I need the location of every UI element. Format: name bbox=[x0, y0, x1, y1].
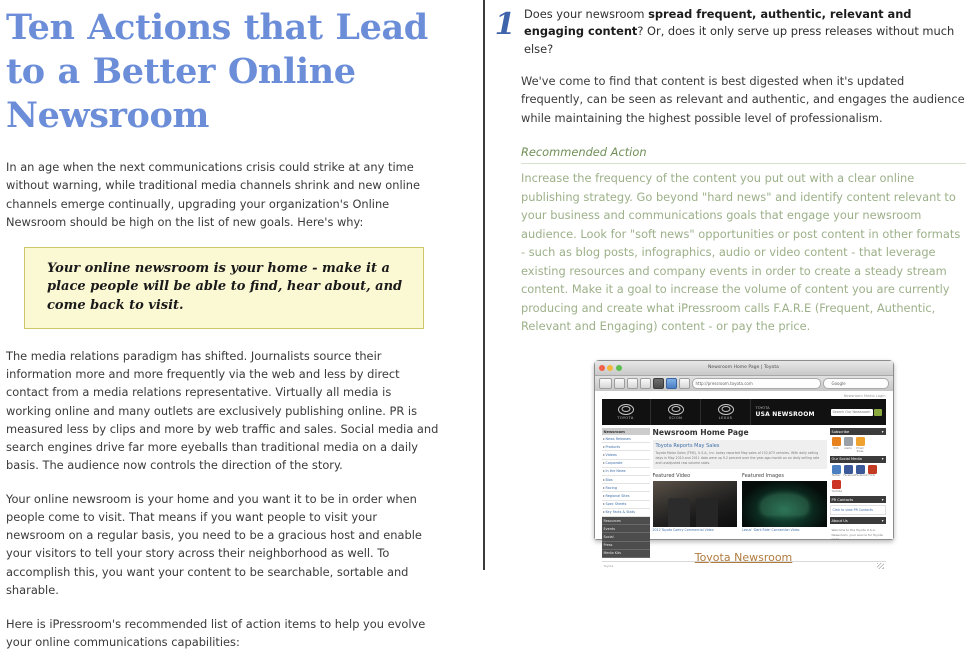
pull-quote-text: Your online newsroom is your home - make it a place people will be able to find, hear about, and come back to visit. bbox=[47, 260, 403, 313]
left-column bbox=[0, 0, 483, 649]
browser-toolbar bbox=[595, 376, 893, 392]
site-body bbox=[602, 428, 886, 558]
action-item-answer: We've come to find that content is best digested when it's updated frequently, can be seen as relevant and authentic, and engages the audience while maintaining the highest possible level of professionalism. bbox=[521, 73, 965, 125]
pr-contacts-link[interactable]: Click to view PR Contacts bbox=[830, 505, 886, 515]
bookmarks-button[interactable] bbox=[653, 378, 664, 389]
rss-icon[interactable] bbox=[832, 437, 841, 453]
site-search-go-button[interactable] bbox=[874, 409, 882, 416]
subscribe-icons bbox=[830, 437, 886, 456]
home-button[interactable] bbox=[640, 378, 651, 389]
toyota-logo-icon bbox=[618, 404, 634, 415]
icon-label: Alerts bbox=[844, 446, 852, 450]
featured-image-caption[interactable]: Lexus' 'Dark Ride' Connection Video bbox=[742, 528, 800, 532]
nav-item[interactable]: In the News bbox=[602, 468, 650, 476]
featured-images-title: Featured Images bbox=[742, 472, 784, 479]
icon-label: Facebook bbox=[855, 474, 868, 478]
site-top-links[interactable]: Newsroom Media Login bbox=[843, 393, 886, 398]
article-title[interactable]: Toyota Reports May Sales bbox=[655, 443, 720, 450]
page-title: Ten Actions that Lead to a Better Online Newsroom bbox=[6, 7, 428, 137]
nav-item[interactable]: News Releases bbox=[602, 435, 650, 443]
site-main-content bbox=[653, 428, 827, 558]
paragraph-media-relations: The media relations paradigm has shifted. Journalists source their information more and more frequently via the web and less by direct contact from a media relations representative. Virtually all media is working online and many outlets are exclusively publishing online. PR is measured less by clips and more by web traffic and sales. Social media and search engines drive far more eyeballs than traditional media on a daily basis. The audience now controls the direction of the story. bbox=[6, 349, 439, 472]
site-sidebar-nav bbox=[602, 428, 650, 558]
nav-item[interactable]: Videos bbox=[602, 451, 650, 459]
nav-dark-item[interactable]: Resources bbox=[602, 517, 650, 525]
nav-item[interactable]: Spec Sheets bbox=[602, 501, 650, 509]
lexus-logo-icon bbox=[718, 404, 734, 415]
featured-images-block bbox=[742, 473, 827, 533]
brand-lexus[interactable] bbox=[702, 399, 751, 425]
recommended-action-label: Recommended Action bbox=[521, 145, 647, 160]
action-item-question bbox=[521, 6, 966, 58]
featured-video-block bbox=[653, 473, 738, 533]
pull-quote-callout bbox=[24, 247, 424, 329]
site-brand-small: TOYOTA bbox=[755, 405, 770, 410]
aside-social-heading bbox=[830, 456, 886, 463]
paragraph-newsroom-home: Your online newsroom is your home and you want it to be in order when people come to visit. That means if you want people to visit your newsroom on a regular basis, you need to be a gracious host and enable your visitors to tell your story across their neighborhood as well. To accomplish this, you want your content to be searchable, sortable and sharable. bbox=[6, 492, 422, 597]
back-button[interactable] bbox=[599, 378, 612, 389]
site-header bbox=[602, 399, 886, 425]
paragraph-recommended-list-intro: Here is iPressroom's recommended list of action items to help you evolve your online communications capabilities: bbox=[6, 616, 426, 649]
twitter-glyph bbox=[832, 465, 841, 474]
browser-window-title: Newsroom Home Page | Toyota bbox=[708, 365, 779, 371]
nav-item[interactable]: Key Facts & Stats bbox=[602, 509, 650, 517]
facebook-alt-icon[interactable] bbox=[855, 465, 868, 478]
nav-item[interactable]: Regional Sites bbox=[602, 492, 650, 500]
social-icons bbox=[830, 465, 886, 496]
brand-label: LEXUS bbox=[718, 416, 733, 421]
address-bar[interactable]: http://pressroom.toyota.com bbox=[692, 378, 821, 389]
icon-label: RSS bbox=[833, 446, 839, 450]
question-lead: Does your newsroom bbox=[524, 7, 649, 21]
featured-article[interactable] bbox=[653, 440, 827, 468]
question-tail: ? Or, does it only serve up press releases without much else? bbox=[524, 24, 955, 56]
youtube-icon[interactable] bbox=[832, 480, 841, 493]
scion-logo-icon bbox=[668, 404, 684, 415]
intro-paragraph: In an age when the next communications crisis could strike at any time without warning, while traditional media channels shrink and new online channels emerge continually, upgrading your organization's Online Newsroom should be high on the list of new goals. Here's why: bbox=[6, 160, 421, 229]
forward-button[interactable] bbox=[614, 378, 625, 389]
aside-subscribe-heading bbox=[830, 428, 886, 435]
footer-label: Toyota bbox=[603, 563, 614, 568]
featured-video-title: Featured Video bbox=[652, 472, 691, 479]
facebook-alt-glyph bbox=[856, 465, 865, 474]
featured-image-thumbnail[interactable] bbox=[742, 481, 827, 527]
resize-grip-icon[interactable] bbox=[877, 563, 884, 569]
chevron-down-icon[interactable]: ▾ bbox=[881, 457, 884, 462]
site-search[interactable] bbox=[831, 409, 882, 416]
aside-heading-label: Subscribe bbox=[831, 429, 850, 434]
flickr-glyph bbox=[868, 465, 877, 474]
search-input[interactable]: Google bbox=[823, 378, 889, 389]
chevron-down-icon[interactable]: ▾ bbox=[881, 497, 884, 502]
alerts-icon[interactable] bbox=[844, 437, 853, 453]
article-body: Toyota Motor Sales (TMS), U.S.A., Inc. today reported May sales of 152,673 vehicles. With daily selling days in May 2010 and 2011 data were up 9.2 percent over the year-ago month on an daily selling rate and unadjusted raw volume sales. bbox=[655, 451, 820, 465]
nav-item[interactable]: Corporate bbox=[602, 460, 650, 468]
alerts-glyph bbox=[844, 437, 853, 446]
action-item-number: 1 bbox=[494, 7, 516, 42]
nav-heading: Newsroom bbox=[602, 428, 650, 435]
featured-video-caption[interactable]: 2012 Toyota Camry Commercial Video bbox=[652, 528, 714, 532]
figure-browser-screenshot bbox=[594, 360, 894, 568]
chevron-down-icon[interactable]: ▾ bbox=[881, 429, 884, 434]
site-title-block bbox=[752, 399, 886, 425]
action-item-1 bbox=[494, 6, 966, 58]
icon-label: Email Press bbox=[856, 446, 864, 453]
nav-item[interactable]: Products bbox=[602, 443, 650, 451]
nav-dark-item[interactable]: Media Kits bbox=[602, 550, 650, 558]
nav-item[interactable]: Bios bbox=[602, 476, 650, 484]
email-glyph bbox=[856, 437, 865, 446]
reader-button[interactable] bbox=[666, 378, 677, 389]
aside-contacts-heading bbox=[830, 496, 886, 503]
recommended-action-rule bbox=[521, 163, 966, 164]
facebook-glyph bbox=[844, 465, 853, 474]
site-footer bbox=[602, 561, 886, 570]
site-main-heading: Newsroom Home Page bbox=[652, 428, 749, 438]
aside-heading-label: Our Social Media bbox=[831, 457, 862, 462]
icon-label: YouTube bbox=[831, 489, 843, 493]
figure-caption-link[interactable]: Toyota Newsroom bbox=[694, 550, 793, 564]
twitter-icon[interactable] bbox=[832, 465, 841, 478]
aside-about-heading bbox=[830, 517, 886, 524]
icon-label: Flickr bbox=[868, 474, 876, 478]
email-press-icon[interactable] bbox=[856, 437, 865, 453]
brand-toyota[interactable] bbox=[602, 399, 651, 425]
nav-dark-item[interactable]: Events bbox=[602, 525, 650, 533]
site-brand-big: USA NEWSROOM bbox=[755, 411, 815, 419]
site-search-input[interactable]: Search Our Newsroom bbox=[831, 409, 873, 416]
nav-dark-item[interactable]: Social bbox=[602, 533, 650, 541]
icon-label: Twitter bbox=[831, 474, 841, 478]
icon-label: Facebook bbox=[843, 474, 856, 478]
right-column bbox=[485, 0, 974, 570]
about-us-text: Welcome to the Toyota U.S.A. Newsroom, your source for Toyota news. bbox=[831, 528, 883, 542]
featured-video-thumbnail[interactable] bbox=[653, 481, 738, 527]
brand-label: TOYOTA bbox=[617, 416, 634, 421]
nav-dark-item[interactable]: Press bbox=[602, 542, 650, 550]
reload-button[interactable] bbox=[627, 378, 638, 389]
flickr-icon[interactable] bbox=[868, 465, 877, 478]
featured-media-row bbox=[653, 473, 827, 533]
rss-glyph bbox=[832, 437, 841, 446]
site-aside bbox=[830, 428, 886, 558]
aside-heading-label: PR Contacts bbox=[831, 497, 854, 502]
question-emphasis: spread frequent, authentic, relevant and engaging content bbox=[524, 7, 912, 39]
recommended-action-text: Increase the frequency of the content you put out with a clear online publishing strategy. Go beyond "hard news" and identify content relevant to your business and communications goals that engage your newsroom audience. Look for "soft news" opportunities or post content in other formats - such as blog posts, infographics, audio or video content - that leverage existing resources and company events in order to create a steady stream content. Make it a goal to increase the volume of content you are currently producing and create what iPressroom calls F.A.R.E (Frequent, Authentic, Relevant and Engaging) content - or pay the price. bbox=[521, 171, 961, 334]
facebook-icon[interactable] bbox=[843, 465, 856, 478]
nav-item[interactable]: Racing bbox=[602, 484, 650, 492]
browser-titlebar bbox=[595, 361, 893, 376]
chevron-down-icon[interactable]: ▾ bbox=[881, 518, 884, 523]
aside-heading-label: About Us bbox=[831, 518, 848, 523]
youtube-glyph bbox=[832, 480, 841, 489]
share-button[interactable] bbox=[679, 378, 690, 389]
brand-scion[interactable] bbox=[652, 399, 701, 425]
brand-label: SCION bbox=[668, 416, 683, 421]
